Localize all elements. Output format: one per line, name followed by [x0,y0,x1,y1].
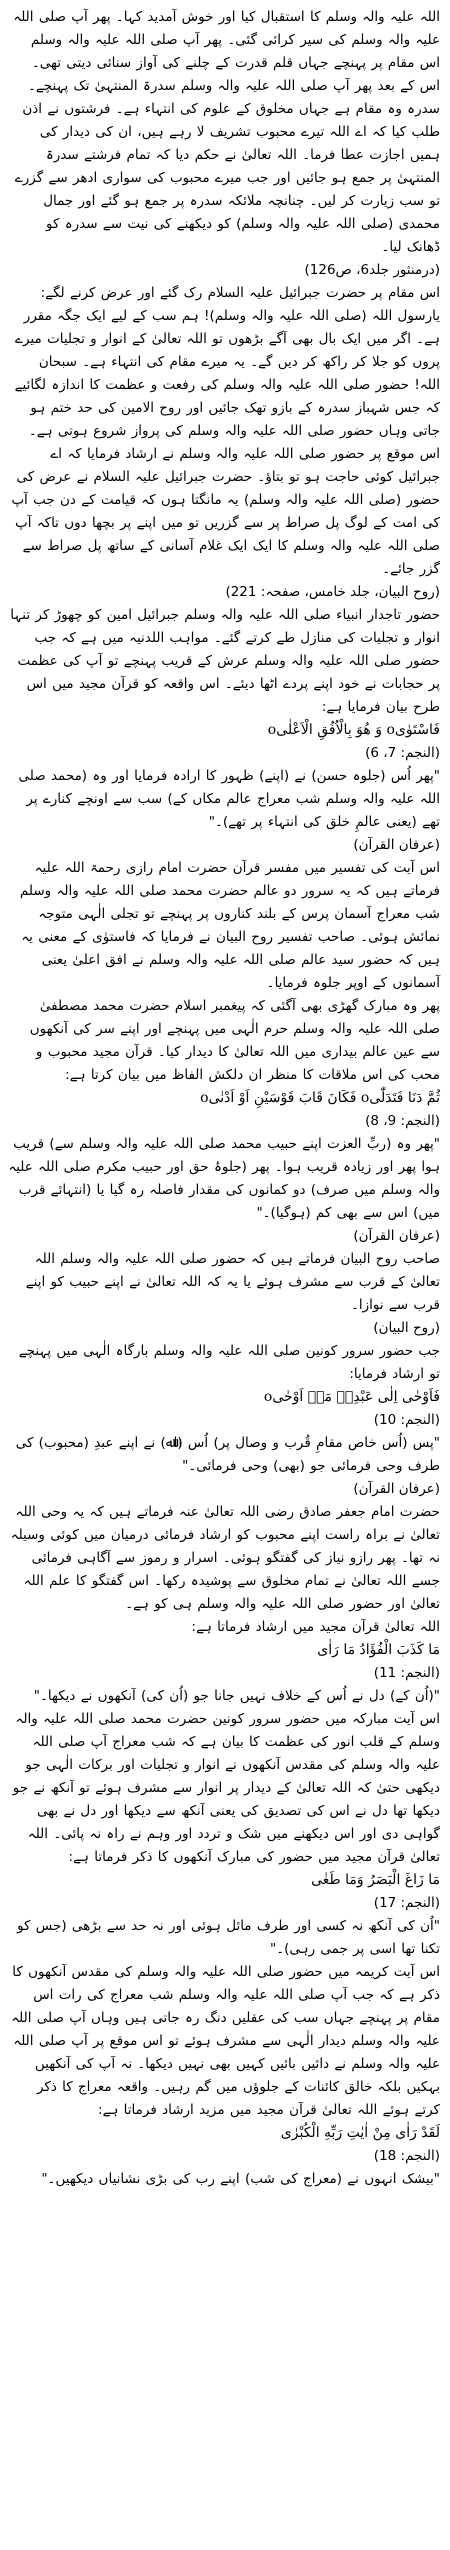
arabic-verse: مَا زَاغَ الْبَصَرُ وَمَا طَغٰی [311,1872,440,1888]
reference: (عرفان القرآن) [353,837,440,853]
paragraph: "(اُن کے) دل نے اُس کے خلاف نہیں جانا جو (اُن کی) آنکھوں نے دیکھا۔" [33,1688,440,1704]
reference: (درمنثور جلد6، ص126) [304,262,440,278]
arabic-verse: لَقَدْ رَاٰی مِنْ اٰیٰتِ رَبِّهِ الْكُبْرٰی [280,2125,440,2141]
paragraph: "پس (اُس خاص مقامِ قُرب و وصال پر) اُس (اﷲ) نے اپنے عبدِ (محبوب) کی طرف وحی فرمائی جو (بھی) وحی فرمائی۔" [15,1435,440,1474]
reference: (روح البیان، جلد خامس، صفحہ: 221) [225,584,440,600]
paragraph: صاحب روح البیان فرماتے ہیں کہ حضور صلی اللہ علیہ والہ وسلم اللہ تعالیٰ کے قرب سے مشرف ہوئے یا یہ کہ اللہ تعالیٰ نے اپنے حبیب کو اپنے قرب سے نوازا۔ [25,1251,440,1313]
arabic-verse: مَا كَذَبَ الْفُؤَادُ مَا رَاٰی [317,1642,440,1658]
paragraph: حضرت امام جعفر صادق رضی اللہ تعالیٰ عنہ فرماتے ہیں کہ یہ وحی اللہ تعالیٰ نے براہ راست اپنے محبوب کو ارشاد فرمائی درمیان میں کوئی وسیلہ نہ تھا۔ پھر رازو نیاز کی گفتگو ہوئی۔ اسرار و رموز سے آگاہی فرمائی جسے اللہ تعالیٰ نے تمام مخلوق سے پوشیدہ رکھا۔ اس گفتگو کا علم اللہ تعالیٰ اور حضور صلی اللہ علیہ والہ وسلم ہی کو ہے۔ [10,1504,440,1612]
arabic-verse: فَاسْتَوٰىo وَ هُوَ بِالْاُفُقِ الْاَعْلٰىo [267,722,440,738]
reference: (النجم: 18) [373,2148,440,2164]
reference: (النجم: 7، 6) [365,745,440,761]
reference: (روح البیان) [373,1320,440,1336]
reference: (النجم: 9، 8) [365,1113,440,1129]
reference: (النجم: 10) [373,1412,440,1428]
reference: (النجم: 11) [373,1665,440,1681]
arabic-verse: ثُمَّ دَنَا فَتَدَلّٰیo فَكَانَ قَابَ قَوْسَیْنِ اَوْ اَدْنٰیo [200,1090,440,1106]
arabic-verse: فَاَوْحٰی اِلٰی عَبْدِهٖ مَاۤ اَوْحٰیo [263,1389,440,1405]
paragraph: "اُن کی آنکھ نہ کسی اور طرف مائل ہوئی اور نہ حد سے بڑھی (جس کو تکنا تھا اسی پر جمی رہی)۔" [17,1918,440,1957]
paragraph: اس مقام پر حضرت جبرائیل علیہ السلام رک گئے اور عرض کرنے لگے: یارسول اللہ (صلی اللہ علیہ والہ وسلم)! ہم سب کے لیے ایک جگہ مقرر ہے۔ اگر میں ایک بال بھی آگے بڑھوں تو اللہ تعالیٰ کے انوار و تجلیات میرے پروں کو جلا کر راکھ کر دیں گے۔ یہ میرے مقام کی انتہاء ہے۔ سبحان اللہ! حضور صلی اللہ علیہ والہ وسلم کی رفعت و عظمت کا اندازہ لگائیے کہ جس شہباز سدرہ کے بازو تھک جائیں اور روح الامین کی حد ختم ہو جاتی وہاں حضور صلی اللہ علیہ والہ وسلم کی پرواز شروع ہوتی ہے۔ اس موقع پر حضور صلی اللہ علیہ والہ وسلم نے ارشاد فرمایا کہ اے جبرائیل کوئی حاجت ہو تو بتاؤ۔ حضرت جبرائیل علیہ السلام نے عرض کی حضور (صلی اللہ علیہ والہ وسلم) یہ مانگتا ہوں کہ قیامت کے دن جب آپ کی امت کے لوگ پل صراط پر سے گزریں تو میں اپنے پر بچھا دوں تاکہ آپ صلی اللہ علیہ والہ وسلم کا ایک ایک غلام آسانی کے ساتھ پل صراط سے گزر جائے۔ [11,285,440,577]
paragraph: پھر وہ مبارک گھڑی بھی آگئی کہ پیغمبر اسلام حضرت محمد مصطفیٰ صلی اللہ علیہ والہ وسلم حرم الٰہی میں پہنچے اور اپنے سر کی آنکھوں سے عین عالم بیداری میں اللہ تعالیٰ کا دیدار کیا۔ قرآن مجید محبوب و محب کی اس ملاقات کا منظر ان دلکش الفاظ میں بیان کرتا ہے: [29,998,440,1083]
reference: (عرفان القرآن) [353,1228,440,1244]
paragraph: جب حضور سرور کونین صلی اللہ علیہ والہ وسلم بارگاہ الٰہی میں پہنچے تو ارشاد فرمایا: [18,1343,440,1382]
paragraph: اللہ تعالیٰ قرآن مجید میں ارشاد فرماتا ہے: [191,1619,440,1635]
paragraph: "پھر وہ (ربِّ العزت اپنے حبیب محمد صلی اللہ علیہ والہ وسلم سے) قریب ہوا پھر اور زیادہ قریب ہوا۔ پھر (جلوۂ حق اور حبیب مکرم صلی اللہ علیہ والہ وسلم میں صرف) دو کمانوں کی مقدار فاصلہ رہ گیا یا (انتہائے قرب میں) اس سے بھی کم (ہوگیا)۔" [8,1136,440,1221]
paragraph: حضور تاجدار انبیاء صلی اللہ علیہ والہ وسلم جبرائیل امین کو چھوڑ کر تنہا انوار و تجلیات کی منازل طے کرتے گئے۔ مواہب اللدنیہ میں ہے کہ جب حضور صلی اللہ علیہ والہ وسلم عرش کے قریب پہنچے تو آپ کی عظمت پر حجابات نے خود اپنے پردے اٹھا دیئے۔ اس واقعہ کو قرآن مجید میں اس طرح بیان فرمایا ہے: [10,607,440,715]
paragraph: اس آیت مبارکہ میں حضور سرور کونین حضرت محمد صلی اللہ علیہ والہ وسلم کے قلب انور کی عظمت کا بیان ہے کہ شب معراج آپ صلی اللہ علیہ والہ وسلم کی مقدس آنکھوں نے انوار و تجلیات اور برکات الٰہی جو دیکھی حتیٰ کہ اللہ تعالیٰ کے دیدار پر انوار سے مشرف ہوئے تو آنکھ نے جو دیکھا تھا دل نے اس کی تصدیق کی یعنی آنکھ سے دیکھا اور دل نے بھی گواہی دی اور اس دیکھنے میں شک و تردد اور وہم نے راہ نہ پائی۔ اللہ تعالیٰ قرآن مجید میں حضور کی مبارک آنکھوں کا ذکر فرماتا ہے: [12,1711,440,1865]
reference: (النجم: 17) [373,1895,440,1911]
paragraph: "پھر اُس (جلوہ حسن) نے (اپنے) ظہور کا ارادہ فرمایا اور وہ (محمد صلی اللہ علیہ والہ وسلم شب معراج عالم مکاں کے) سب سے اونچے کنارے پر تھے (یعنی عالمِ خلق کی انتہاء پر تھے)۔" [18,768,440,830]
reference: (عرفان القرآن) [353,1481,440,1497]
paragraph: "بیشک انہوں نے (معراج کی شب) اپنے رب کی بڑی نشانیاں دیکھیں۔" [41,2171,440,2187]
paragraph: اللہ علیہ والہ وسلم کا استقبال کیا اور خوش آمدید کہا۔ پھر آپ صلی اللہ علیہ والہ وسلم کی سیر کرائی گئی۔ پھر آپ صلی اللہ علیہ والہ وسلم اس مقام پر پہنچے جہاں قلم قدرت کے چلنے کی آواز سنائی دیتی تھی۔ اس کے بعد پھر آپ صلی اللہ علیہ والہ وسلم سدرۃ المنتہیٰ تک پہنچے۔ سدرہ وہ مقام ہے جہاں مخلوق کے علوم کی انتہاء ہے۔ فرشتوں نے اذن طلب کیا کہ اے اللہ تیرے محبوب تشریف لا رہے ہیں، ان کی دیدار کی ہمیں اجازت عطا فرما۔ اللہ تعالیٰ نے حکم دیا کہ تمام فرشتے سدرۃ المنتہیٰ پر جمع ہو جائیں اور جب میرے محبوب کی سواری ادھر سے گزرے تو سب زیارت کر لیں۔ چنانچہ ملائکہ سدرہ پر جمع ہو گئے اور جمال محمدی (صلی اللہ علیہ والہ وسلم) کو دیکھنے کی نیت سے سدرہ کو ڈھانک لیا۔ [13,9,440,255]
paragraph: اس آیت کی تفسیر میں مفسر قرآن حضرت امام رازی رحمۃ اللہ علیہ فرماتے ہیں کہ یہ سرور دو عالم حضرت محمد صلی اللہ علیہ والہ وسلم شب معراج آسمان پرس کے بلند کناروں پر پہنچے تو تجلی الٰہی متوجہ نمائش ہوئی۔ صاحب تفسیر روح البیان نے فرمایا کہ فاستوٰی کے معنی یہ ہیں کہ حضور سید عالم صلی اللہ علیہ والہ وسلم نے افق اعلیٰ یعنی آسمانوں کے اوپر جلوہ فرمایا۔ [19,860,440,991]
paragraph: اس آیت کریمہ میں حضور صلی اللہ علیہ والہ وسلم کی مقدس آنکھوں کا ذکر ہے کہ جب آپ صلی اللہ علیہ والہ وسلم شب معراج کی رات اس مقام پر پہنچے جہاں سب کی عقلیں دنگ رہ جاتی ہیں وہاں آپ صلی اللہ علیہ والہ وسلم دیدار الٰہی سے مشرف ہوئے تو اس موقع پر آپ صلی اللہ علیہ والہ وسلم نے دائیں بائیں کہیں بھی نہیں دیکھا۔ نہ آپ کی آنکھیں بہکیں بلکہ خالق کائنات کے جلوؤں میں گم رہیں۔ واقعہ معراج کا ذکر کرتے ہوئے اللہ تعالیٰ قرآن مجید میں مزید ارشاد فرماتا ہے: [11,1964,440,2118]
